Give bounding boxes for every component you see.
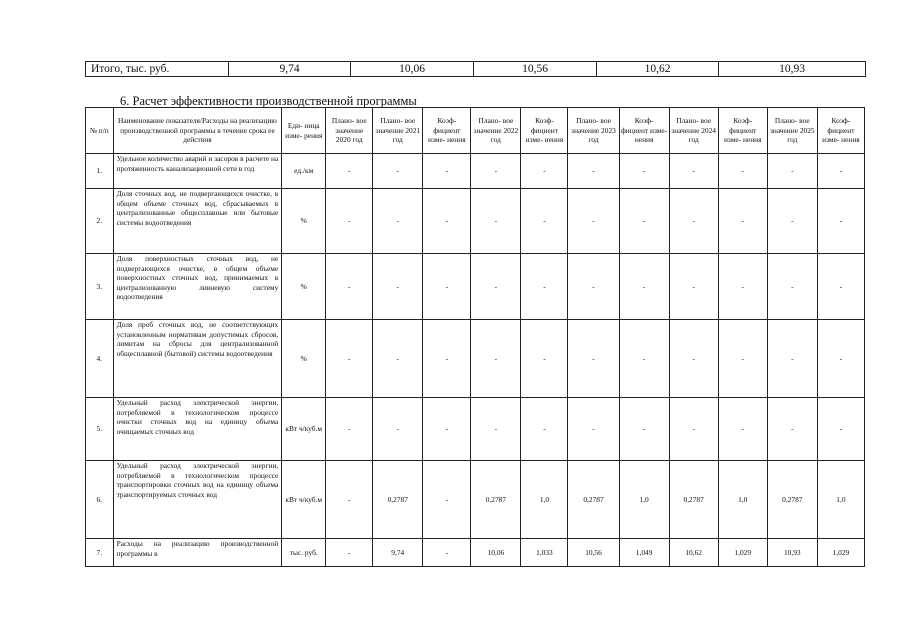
row-value: - <box>471 398 521 461</box>
totals-value-2023: 10,56 <box>474 62 597 77</box>
row-value: - <box>326 154 373 189</box>
row-number: 2. <box>86 189 114 254</box>
row-name: Доля сточных вод, не подвергающихся очистке, в общем объеме сточных вод, сбрасываемых в централизованные общесплавные или бытовые системы водоотведения <box>113 189 282 254</box>
row-value: 0,2787 <box>373 461 423 539</box>
table-row <box>86 254 865 320</box>
row-unit: % <box>282 189 326 254</box>
row-value: - <box>521 320 568 398</box>
row-value: 0,2787 <box>767 461 817 539</box>
row-value: - <box>373 154 423 189</box>
row-value: 1,029 <box>817 539 864 567</box>
row-number: 4. <box>86 320 114 398</box>
row-value: - <box>817 320 864 398</box>
totals-value-2021: 9,74 <box>229 62 351 77</box>
row-value: - <box>521 189 568 254</box>
row-value: - <box>471 254 521 320</box>
row-value: - <box>568 398 619 461</box>
row-value: - <box>767 320 817 398</box>
row-number: 6. <box>86 461 114 539</box>
table-row <box>86 398 865 461</box>
row-name: Доля проб сточных вод, не соответствующих установленным нормативам допустимых сбросов, лимитам на сбросы для централизованной общесплавной (бытовой) системы водоотведения <box>113 320 282 398</box>
row-value: - <box>423 189 471 254</box>
row-value: - <box>521 254 568 320</box>
row-value: - <box>669 320 718 398</box>
section-title: 6. Расчет эффективности производственной программы <box>120 94 417 108</box>
row-value: - <box>423 254 471 320</box>
table-row <box>86 320 865 398</box>
row-value: - <box>767 189 817 254</box>
row-value: - <box>619 398 669 461</box>
row-value: - <box>817 189 864 254</box>
row-value: - <box>471 189 521 254</box>
row-value: 1,029 <box>718 539 767 567</box>
totals-value-2024: 10,62 <box>597 62 719 77</box>
row-value: - <box>373 320 423 398</box>
row-value: - <box>619 154 669 189</box>
row-value: - <box>471 154 521 189</box>
table-row <box>86 539 865 567</box>
row-value: - <box>718 154 767 189</box>
row-name: Удельный расход электрической энергии, потребляемой в технологическом процессе очистки сточных вод на единицу объема очищаемых сточных вод <box>113 398 282 461</box>
row-value: 0,2787 <box>568 461 619 539</box>
row-value: 1,049 <box>619 539 669 567</box>
row-number: 3. <box>86 254 114 320</box>
table-row <box>86 154 865 189</box>
header-unit: Еди- ница изме- рения <box>282 108 326 154</box>
row-value: - <box>423 539 471 567</box>
row-value: 1,0 <box>619 461 669 539</box>
row-value: - <box>669 398 718 461</box>
row-value: - <box>471 320 521 398</box>
row-value: - <box>718 398 767 461</box>
row-value: - <box>568 320 619 398</box>
row-value: - <box>568 189 619 254</box>
row-value: 10,56 <box>568 539 619 567</box>
row-value: - <box>521 154 568 189</box>
row-value: 1,033 <box>521 539 568 567</box>
header-coef: Коэф- фициент изме- нения <box>619 108 669 154</box>
row-name: Удельное количество аварий и засоров в расчете на протяженность канализационной сети в год <box>113 154 282 189</box>
table-header-row <box>86 108 865 154</box>
row-value: - <box>619 254 669 320</box>
header-coef: Коэф- фициент изме- нения <box>423 108 471 154</box>
row-value: - <box>817 254 864 320</box>
row-value: 1,0 <box>817 461 864 539</box>
row-value: - <box>373 254 423 320</box>
row-value: - <box>767 154 817 189</box>
row-value: - <box>817 398 864 461</box>
totals-value-2025: 10,93 <box>719 62 866 77</box>
row-value: - <box>373 189 423 254</box>
row-value: - <box>521 398 568 461</box>
row-value: - <box>619 320 669 398</box>
row-value: - <box>326 189 373 254</box>
row-value: - <box>423 154 471 189</box>
header-plan-2024: Плано- вое значение 2024 год <box>669 108 718 154</box>
row-value: - <box>326 398 373 461</box>
row-value: - <box>423 398 471 461</box>
row-name: Удельный расход электрической энергии, потребляемой в технологическом процессе транспортировки сточных вод на единицу объема транспортируемых сточных вод <box>113 461 282 539</box>
totals-label: Итого, тыс. руб. <box>86 62 229 77</box>
row-number: 1. <box>86 154 114 189</box>
row-value: - <box>423 320 471 398</box>
table-row <box>86 189 865 254</box>
row-value: - <box>718 254 767 320</box>
header-plan-2022: Плано- вое значение 2022 год <box>471 108 521 154</box>
row-number: 5. <box>86 398 114 461</box>
row-value: - <box>568 154 619 189</box>
row-value: - <box>817 154 864 189</box>
header-plan-2023: Плано- вое значение 2023 год <box>568 108 619 154</box>
header-plan-2025: Плано- вое значение 2025 год <box>767 108 817 154</box>
header-name: Наименование показателя/Расходы на реализацию производственной программы в течение срока ее действия <box>113 108 282 154</box>
table-row <box>86 461 865 539</box>
row-value: - <box>669 254 718 320</box>
row-name: Доля поверхностных сточных вод, не подвергающихся очистке, в общем объеме поверхностных сточных вод, принимаемых в централизованную ливневую систему водоотведения <box>113 254 282 320</box>
totals-value-2022: 10,06 <box>351 62 474 77</box>
header-coef: Коэф- фициент изме- нения <box>521 108 568 154</box>
row-name: Расходы на реализацию производственной программы в <box>113 539 282 567</box>
row-value: - <box>326 320 373 398</box>
row-value: - <box>619 189 669 254</box>
row-value: - <box>326 539 373 567</box>
row-value: 0,2787 <box>471 461 521 539</box>
row-number: 7. <box>86 539 114 567</box>
header-coef: Коэф- фициент изме- нения <box>817 108 864 154</box>
row-value: - <box>423 461 471 539</box>
row-value: - <box>568 254 619 320</box>
row-value: 10,93 <box>767 539 817 567</box>
row-value: 9,74 <box>373 539 423 567</box>
row-unit: кВт ч/куб.м <box>282 398 326 461</box>
row-value: - <box>326 254 373 320</box>
row-value: 10,06 <box>471 539 521 567</box>
header-num: № п/п <box>86 108 114 154</box>
efficiency-table <box>85 107 865 567</box>
row-value: 1,0 <box>718 461 767 539</box>
row-value: - <box>767 254 817 320</box>
row-unit: % <box>282 254 326 320</box>
row-unit: кВт ч/куб.м <box>282 461 326 539</box>
row-unit: тыс. руб. <box>282 539 326 567</box>
row-value: 0,2787 <box>669 461 718 539</box>
row-value: - <box>718 189 767 254</box>
row-value: - <box>326 461 373 539</box>
row-value: - <box>767 398 817 461</box>
row-value: 10,62 <box>669 539 718 567</box>
totals-row <box>86 62 866 77</box>
row-unit: ед./км <box>282 154 326 189</box>
header-plan-2020: Плано- вое значение 2020 год <box>326 108 373 154</box>
header-coef: Коэф- фициент изме- нения <box>718 108 767 154</box>
row-value: - <box>669 154 718 189</box>
header-plan-2021: Плано- вое значение 2021 год <box>373 108 423 154</box>
row-unit: % <box>282 320 326 398</box>
row-value: 1,0 <box>521 461 568 539</box>
row-value: - <box>718 320 767 398</box>
row-value: - <box>373 398 423 461</box>
row-value: - <box>669 189 718 254</box>
totals-table <box>85 61 866 77</box>
